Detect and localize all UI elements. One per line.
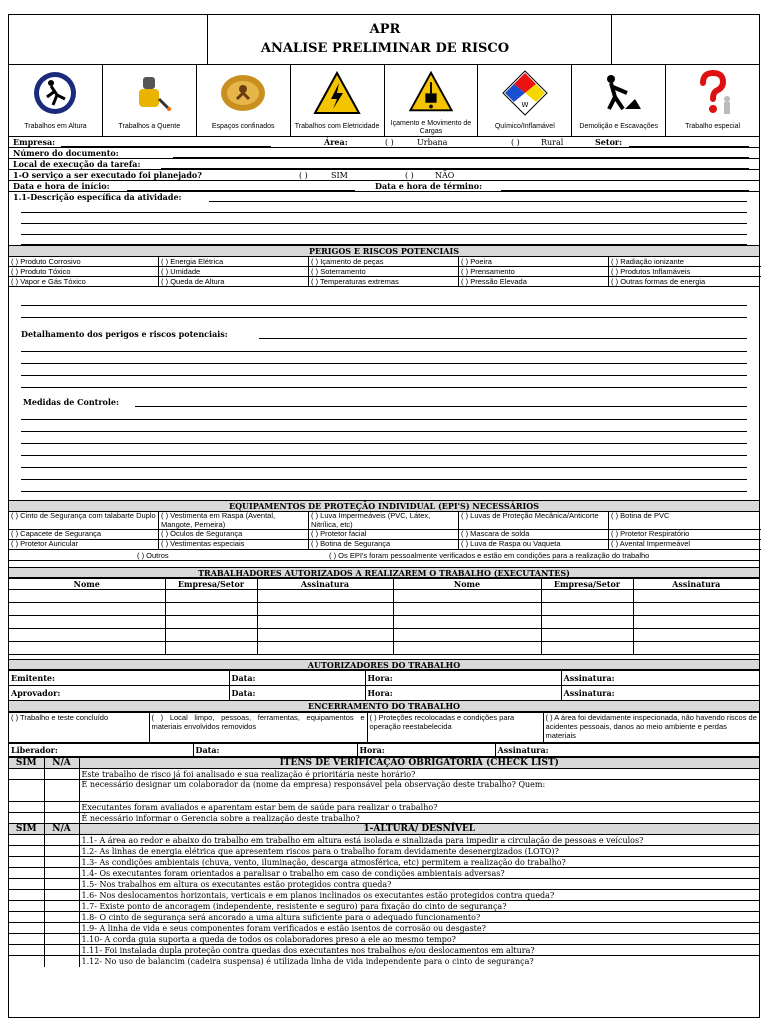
check-na[interactable]	[44, 835, 79, 846]
autorizadores-table	[9, 670, 759, 701]
check-sim[interactable]	[9, 901, 44, 912]
perigo-item[interactable]: ( ) Soterramento	[309, 267, 459, 277]
liberador-hora[interactable]: Hora:	[357, 744, 495, 757]
activity-especial[interactable]: Trabalho especial	[666, 65, 759, 136]
check-na[interactable]	[44, 956, 79, 967]
planejado-nao-checkbox[interactable]: ( )	[405, 171, 414, 180]
perigo-item[interactable]: ( ) Poeira	[459, 257, 609, 267]
activity-quimico[interactable]: W Químico/Inflamável	[478, 65, 572, 136]
table-row[interactable]	[9, 590, 759, 603]
inicio-field[interactable]	[127, 190, 355, 191]
perigo-item[interactable]: ( ) Produto Corrosivo	[9, 257, 159, 267]
trabalhadores-table: Nome Empresa/Setor Assinatura Nome Empresa/Setor Assinatura	[9, 578, 759, 655]
check-sim[interactable]	[9, 879, 44, 890]
table-row[interactable]	[9, 616, 759, 629]
welder-icon	[125, 69, 173, 117]
aprovador-field[interactable]: Aprovador:	[9, 686, 229, 701]
check-na[interactable]	[44, 879, 79, 890]
aprovador-hora[interactable]: Hora:	[365, 686, 561, 701]
epi-item[interactable]: ( ) Botina de Segurança	[309, 540, 459, 550]
fall-icon	[31, 69, 79, 117]
epi-item[interactable]: ( ) Vestimenta em Raspa (Avental, Mangote, Perneira)	[159, 512, 309, 530]
check-sim[interactable]	[9, 857, 44, 868]
check-na[interactable]	[44, 934, 79, 945]
check-na[interactable]	[44, 857, 79, 868]
liberador-field[interactable]: Liberador:	[9, 744, 193, 757]
num-doc-field[interactable]	[173, 157, 749, 158]
epi-verificados[interactable]: ( ) Os EPI's foram pessoalmente verificados e estão em condições para a realização do trabalho	[329, 551, 650, 560]
aprovador-assinatura[interactable]: Assinatura:	[561, 686, 759, 701]
load-hazard-icon	[407, 69, 455, 114]
setor-field[interactable]	[629, 146, 749, 147]
chemical-diamond-icon	[501, 69, 549, 117]
apr-form	[8, 14, 760, 1018]
check-sim[interactable]	[9, 912, 44, 923]
encerramento-item[interactable]: ( ) Proteções recolocadas e condições para operação reestabelecida	[367, 713, 543, 743]
excavation-icon	[595, 69, 643, 117]
epi-grid	[9, 512, 759, 550]
check-sim[interactable]	[9, 835, 44, 846]
epi-header: EQUIPAMENTOS DE PROTEÇÃO INDIVIDUAL (EPI'S) NECESSÁRIOS	[9, 501, 759, 512]
encerramento-item[interactable]: ( ) Trabalho e teste concluído	[9, 713, 149, 743]
check-na[interactable]	[44, 923, 79, 934]
check-sim[interactable]	[9, 802, 44, 813]
row-empresa: Empresa: Área: ( ) Urbana ( ) Rural Setor:	[9, 137, 759, 148]
perigo-item[interactable]: ( ) Produtos Inflamáveis	[609, 267, 761, 277]
liberador-data[interactable]: Data:	[193, 744, 357, 757]
table-row[interactable]	[9, 603, 759, 616]
epi-item[interactable]: ( ) Protetor facial	[309, 530, 459, 540]
check-na[interactable]	[44, 912, 79, 923]
check-na[interactable]	[44, 769, 79, 780]
detalhamento-field[interactable]	[259, 338, 747, 339]
local-field[interactable]	[161, 168, 749, 169]
encerramento-item[interactable]: ( ) Local limpo, pessoas, ferramentas, equipamentos e materiais envolvidos removidos	[149, 713, 367, 743]
epi-item[interactable]: ( ) Capacete de Segurança	[9, 530, 159, 540]
epi-extra-row	[9, 550, 759, 561]
check-sim[interactable]	[9, 945, 44, 956]
check-sim[interactable]	[9, 934, 44, 945]
checklist-table: SIM N/A ITENS DE VERIFICAÇÃO OBRIGATÓRIA (CHECK LIST) Este trabalho de risco já foi analisado e sua realização é prioritária neste horário? É necessário designar um colaborador da (nome da empresa) responsável pela observação deste trabalho? Quem: Executantes foram avaliados e aparentam estar bem de saúde para realizar o trabalho? É necessário informar o Gerencia sobre a realização deste trabalho? SIM N/A 1-ALTURA/ DESNÍVEL 1.1- A área ao redor e abaixo do trabalho em trabalho em altura está isolada e sinalizada para impedir a circulação de pessoas e veículos? 1.2- As linhas de energia elétrica que apresentem riscos para o trabalho foram devidamente desenergizados (LOTO)? 1.3- As condições ambientais (chuva, vento, iluminação, descarga atmosférica, etc) permitem a realização do trabalho? 1.4- Os executantes foram orientados a paralisar o trabalho em caso de condições ambientais adversas? 1.5- Nos trabalhos em altura os executantes estão protegidos contra queda? 1.6- Nos deslocamentos horizontais, verticais e em planos inclinados os executantes estão protegidos contra queda? 1.7- Existe ponto de ancoragem (independente, resistente e seguro) para fixação do cinto de segurança? 1.8- O cinto de segurança será ancorado a uma altura suficiente para o adequado funcionamento? 1.9- A linha de vida e seus componentes foram verificados e estão isentos de corrosão ou desgaste? 1.10- A corda guia suporta a queda de todos os colaboradores preso a ele ao mesmo tempo? 1.11- Foi instalada dupla proteção contra quedas dos executantes nos trabalhos e/ou deslocamentos em altura? 1.12- No uso de balancim (cadeira suspensa) é utilizada linha de vida independente para o cinto de segurança?	[9, 757, 759, 967]
activity-icamento[interactable]: Içamento e Movimento de Cargas	[385, 65, 479, 136]
epi-outros[interactable]: ( ) Outros	[137, 551, 169, 560]
encerramento-table	[9, 712, 759, 743]
liberador-assinatura[interactable]: Assinatura:	[495, 744, 759, 757]
emitente-hora[interactable]: Hora:	[365, 671, 561, 686]
check-na[interactable]	[44, 868, 79, 879]
emitente-field[interactable]: Emitente:	[9, 671, 229, 686]
encerramento-header: ENCERRAMENTO DO TRABALHO	[9, 701, 759, 712]
descricao-field[interactable]	[209, 201, 747, 202]
epi-item[interactable]: ( ) Botina de PVC	[609, 512, 761, 530]
check-sim[interactable]	[9, 890, 44, 901]
confined-space-icon	[219, 69, 267, 117]
epi-item[interactable]: ( ) Luva Impermeáveis (PVC, Látex, Nitrílica, etc)	[309, 512, 459, 530]
check-na[interactable]	[44, 846, 79, 857]
perigos-grid	[9, 257, 759, 287]
activity-altura[interactable]: Trabalhos em Altura	[9, 65, 103, 136]
check-na[interactable]	[44, 945, 79, 956]
epi-item[interactable]: ( ) Óculos de Segurança	[159, 530, 309, 540]
aprovador-data[interactable]: Data:	[229, 686, 365, 701]
check-sim[interactable]	[9, 868, 44, 879]
activity-quente[interactable]: Trabalhos a Quente	[103, 65, 197, 136]
epi-item[interactable]: ( ) Avental Impermeável	[609, 540, 761, 550]
row-num-doc: Número do documento:	[9, 148, 759, 159]
urbana-checkbox[interactable]: ( )	[385, 138, 394, 147]
trabalhadores-header: TRABALHADORES AUTORIZADOS A REALIZAREM O TRABALHO (EXECUTANTES)	[9, 567, 759, 578]
autorizadores-header: AUTORIZADORES DO TRABALHO	[9, 659, 759, 670]
rural-checkbox[interactable]: ( )	[511, 138, 520, 147]
form-subtitle: ANALISE PRELIMINAR DE RISCO	[260, 41, 510, 56]
perigo-item[interactable]: ( ) Prensamento	[459, 267, 609, 277]
table-row[interactable]	[9, 629, 759, 642]
encerramento-item[interactable]: ( ) A área foi devidamente inspecionada, não havendo riscos de acidentes pessoais, danos ao meio ambiente e perdas materiais	[543, 713, 759, 743]
check-sim[interactable]	[9, 846, 44, 857]
check-sim[interactable]	[9, 780, 44, 802]
perigos-detail-block: Detalhamento dos perigos e riscos potenciais: Medidas de Controle:	[9, 287, 759, 501]
check-sim[interactable]	[9, 813, 44, 824]
table-row[interactable]	[9, 642, 759, 655]
perigo-item[interactable]: ( ) Queda de Altura	[159, 277, 309, 286]
emitente-assinatura[interactable]: Assinatura:	[561, 671, 759, 686]
perigo-item[interactable]: ( ) Temperaturas extremas	[309, 277, 459, 286]
perigo-item[interactable]: ( ) Radiação ionizante	[609, 257, 761, 267]
activity-confinados[interactable]: Espaços confinados	[197, 65, 291, 136]
check-sim[interactable]	[9, 956, 44, 967]
check-na[interactable]	[44, 780, 79, 802]
epi-item[interactable]: ( ) Vestimentas especiais	[159, 540, 309, 550]
termino-field[interactable]	[501, 190, 749, 191]
check-sim[interactable]	[9, 923, 44, 934]
perigo-item[interactable]: ( ) Energia Elétrica	[159, 257, 309, 267]
row-planejado: 1-O serviço a ser executado foi planejado? ( ) SIM ( ) NÃO	[9, 170, 759, 181]
form-title: APR	[369, 22, 401, 37]
epi-item[interactable]: ( ) Mascara de solda	[459, 530, 609, 540]
liberador-table	[9, 743, 759, 757]
electric-hazard-icon	[313, 69, 361, 117]
epi-item[interactable]: ( ) Cinto de Segurança com talabarte Duplo	[9, 512, 159, 530]
descricao-block: 1.1-Descrição específica da atividade:	[9, 192, 759, 246]
epi-item[interactable]: ( ) Protetor Auricular	[9, 540, 159, 550]
perigo-item[interactable]: ( ) Pressão Elevada	[459, 277, 609, 286]
emitente-data[interactable]: Data:	[229, 671, 365, 686]
row-local: Local de execução da tarefa:	[9, 159, 759, 170]
perigo-item[interactable]: ( ) Içamento de peças	[309, 257, 459, 267]
check-na[interactable]	[44, 890, 79, 901]
epi-item[interactable]: ( ) Luva de Raspa ou Vaqueta	[459, 540, 609, 550]
activity-demolicao[interactable]: Demolição e Escavações	[572, 65, 666, 136]
medidas-field[interactable]	[135, 406, 747, 407]
activity-icons	[9, 65, 759, 137]
planejado-sim-checkbox[interactable]: ( )	[299, 171, 308, 180]
svg-text:W: W	[521, 101, 529, 109]
check-na[interactable]	[44, 802, 79, 813]
form-header	[9, 15, 759, 65]
perigo-item[interactable]: ( ) Outras formas de energia	[611, 277, 706, 286]
activity-eletricidade[interactable]: Trabalhos com Eletricidade	[291, 65, 385, 136]
epi-item[interactable]: ( ) Protetor Respiratório	[609, 530, 761, 540]
epi-item[interactable]: ( ) Luvas de Proteção Mecânica/Anticorte	[459, 512, 609, 530]
perigo-item[interactable]: ( ) Umidade	[159, 267, 309, 277]
check-na[interactable]	[44, 813, 79, 824]
perigos-header: PERIGOS E RISCOS POTENCIAIS	[9, 246, 759, 257]
empresa-field[interactable]	[61, 146, 271, 147]
check-na[interactable]	[44, 901, 79, 912]
perigo-item[interactable]: ( ) Vapor e Gás Tóxico	[9, 277, 159, 286]
perigo-item[interactable]: ( ) Produto Tóxico	[9, 267, 159, 277]
row-datas: Data e hora de início: Data e hora de término:	[9, 181, 759, 192]
check-sim[interactable]	[9, 769, 44, 780]
question-mark-icon	[689, 69, 737, 117]
